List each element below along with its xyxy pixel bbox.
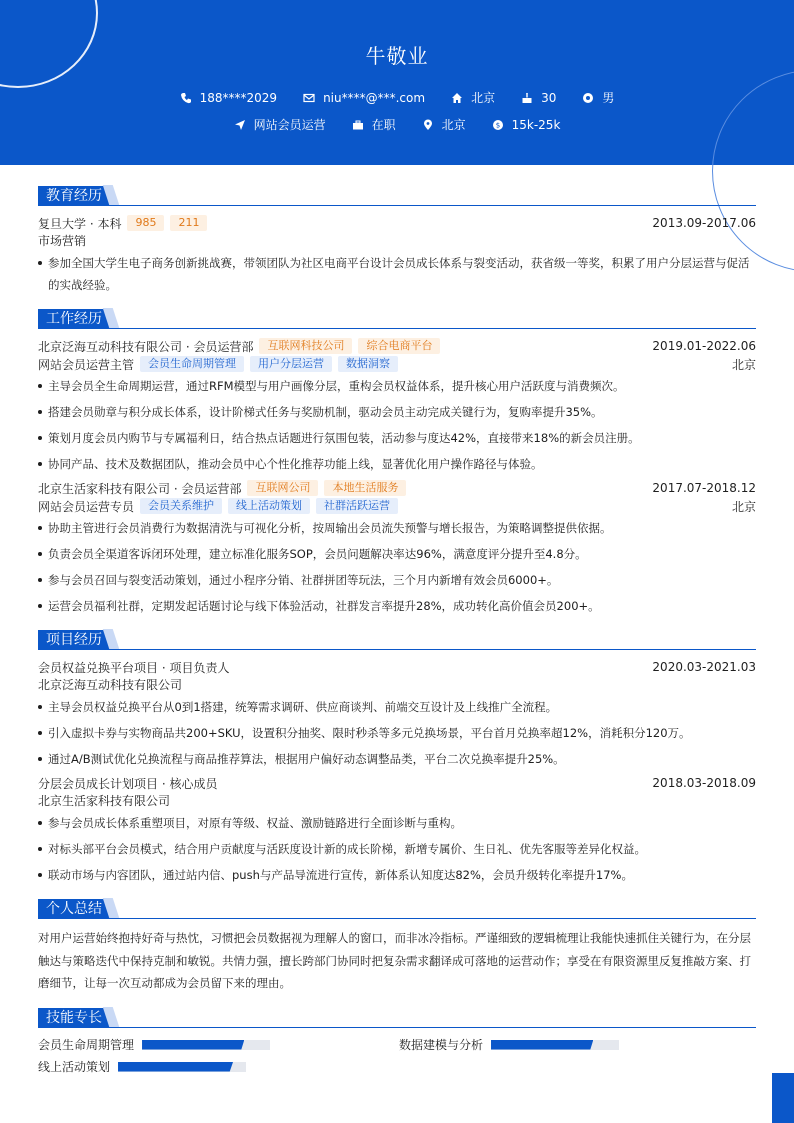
skill-level-fill <box>118 1062 233 1072</box>
project-entry <box>38 774 756 886</box>
send-icon <box>234 119 246 131</box>
job-city: 北京 <box>731 357 756 372</box>
svg-text:$: $ <box>495 121 500 129</box>
project-section <box>38 629 756 886</box>
role-tag: 社群活跃运营 <box>316 498 398 514</box>
role-tag: 用户分层运营 <box>250 356 332 372</box>
cake-icon <box>521 92 533 104</box>
job-date: 2019.01-2022.06 <box>652 339 756 353</box>
skill-name: 线上活动策划 <box>38 1060 111 1074</box>
candidate-name: 牛敬业 <box>365 44 429 68</box>
skill-level-fill <box>142 1040 244 1050</box>
info-item <box>422 116 466 133</box>
school-tag: 985 <box>127 215 164 231</box>
summary-text: 对用户运营始终抱持好奇与热忱，习惯把会员数据视为理解人的窗口，而非冰冷指标。严谨细致的逻辑梳理让我能快速抓住关键行为，在分层触达与策略迭代中保持克制和敏锐。共情力强，擅长跨部门协同时把复杂需求翻译成可落地的运营动作；享受在有限资源里反复推敲方案、打磨细节，让每一次互动都成为会员留下来的理由。 <box>38 931 751 990</box>
info-item <box>582 89 614 106</box>
project-entry <box>38 658 756 770</box>
summary-section <box>38 898 756 995</box>
job-role: 网站会员运营专员 <box>38 499 135 514</box>
section-title: 教育经历 <box>38 185 756 206</box>
skill-level-bar <box>491 1040 619 1050</box>
project-date: 2018.03-2018.09 <box>652 776 756 790</box>
list-item: 参与会员成长体系重塑项目，对原有等级、权益、激励链路进行全面诊断与重构。 <box>38 812 756 834</box>
info-text: 男 <box>602 91 615 105</box>
skill-level-bar <box>142 1040 270 1050</box>
project-name: 分层会员成长计划项目 · 核心成员 <box>38 776 218 791</box>
gender-icon <box>582 92 594 104</box>
briefcase-icon <box>352 119 364 131</box>
list-item: 引入虚拟卡券与实物商品共200+SKU，设置积分抽奖、限时秒杀等多元兑换场景，平台首月兑换率超12%，消耗积分120万。 <box>38 722 756 744</box>
location-icon <box>422 119 434 131</box>
info-text: niu****@***.com <box>323 90 426 105</box>
role-tag: 数据洞察 <box>338 356 398 372</box>
list-item: 搭建会员勋章与积分成长体系，设计阶梯式任务与奖励机制，驱动会员主动完成关键行为，复购率提升35%。 <box>38 401 756 423</box>
skill-item <box>38 1036 399 1054</box>
resume-header <box>0 0 794 165</box>
company-name: 北京生活家科技有限公司 · 会员运营部 <box>38 481 242 496</box>
skill-item <box>399 1036 756 1054</box>
education-bullets <box>38 252 756 296</box>
skill-level-bar <box>118 1062 246 1072</box>
skills-section <box>38 1007 756 1076</box>
job-entry <box>38 337 756 475</box>
school-tag: 211 <box>170 215 207 231</box>
contact-info-row <box>0 89 794 106</box>
company-tag: 综合电商平台 <box>358 338 440 354</box>
job-city: 北京 <box>731 499 756 514</box>
role-tag: 会员生命周期管理 <box>140 356 244 372</box>
section-title: 项目经历 <box>38 629 756 650</box>
list-item: 协助主管进行会员消费行为数据清洗与可视化分析，按周输出会员流失预警与增长报告，为策略调整提供依据。 <box>38 517 756 539</box>
company-name: 北京泛海互动科技有限公司 · 会员运营部 <box>38 339 254 354</box>
phone-icon <box>180 92 192 104</box>
work-section <box>38 308 756 617</box>
money-icon <box>492 119 504 131</box>
education-section <box>38 185 756 296</box>
list-item: 协同产品、技术及数据团队，推动会员中心个性化推荐功能上线，显著优化用户操作路径与体验。 <box>38 453 756 475</box>
skill-name: 会员生命周期管理 <box>38 1038 135 1052</box>
info-item <box>352 116 396 133</box>
company-tag: 互联网科技公司 <box>259 338 352 354</box>
job-intent-row <box>0 116 794 133</box>
info-text: 北京 <box>471 91 496 105</box>
info-item <box>451 89 495 106</box>
info-text: 30 <box>541 90 557 105</box>
project-company: 北京泛海互动科技有限公司 <box>38 678 183 692</box>
info-text: 188****2029 <box>199 90 278 105</box>
info-text: 网站会员运营 <box>253 118 326 132</box>
mail-icon <box>303 92 315 104</box>
job-entry <box>38 479 756 617</box>
section-title: 个人总结 <box>38 898 756 919</box>
info-item <box>303 89 425 106</box>
info-item <box>521 89 556 106</box>
info-text: 15k-25k <box>511 117 561 132</box>
list-item: 对标头部平台会员模式，结合用户贡献度与活跃度设计新的成长阶梯，新增专属价、生日礼、优先客服等差异化权益。 <box>38 838 756 860</box>
info-item <box>234 116 326 133</box>
job-role: 网站会员运营主管 <box>38 357 135 372</box>
company-tag: 互联网公司 <box>247 480 318 496</box>
skill-level-fill <box>491 1040 593 1050</box>
list-item: 通过A/B测试优化兑换流程与商品推荐算法，根据用户偏好动态调整品类，平台二次兑换率提升25%。 <box>38 748 756 770</box>
skill-item <box>38 1058 399 1076</box>
project-company: 北京生活家科技有限公司 <box>38 794 171 808</box>
info-item <box>492 116 561 133</box>
project-name: 会员权益兑换平台项目 · 项目负责人 <box>38 660 230 675</box>
project-date: 2020.03-2021.03 <box>652 660 756 674</box>
list-item: 参加全国大学生电子商务创新挑战赛，带领团队为社区电商平台设计会员成长体系与裂变活动，获省级一等奖，积累了用户分层运营与促活的实战经验。 <box>38 252 756 296</box>
skills-list <box>38 1036 756 1076</box>
info-text: 在职 <box>371 118 396 132</box>
decorative-bar <box>772 1073 794 1123</box>
list-item: 参与会员召回与裂变活动策划，通过小程序分销、社群拼团等玩法，三个月内新增有效会员6000+。 <box>38 569 756 591</box>
list-item: 联动市场与内容团队，通过站内信、push与产品导流进行宣传，新体系认知度达82%，会员升级转化率提升17%。 <box>38 864 756 886</box>
list-item: 负责会员全渠道客诉闭环处理，建立标准化服务SOP，会员问题解决率达96%，满意度评分提升至4.8分。 <box>38 543 756 565</box>
info-text: 北京 <box>441 118 466 132</box>
home-icon <box>451 92 463 104</box>
skill-name: 数据建模与分析 <box>399 1038 484 1052</box>
job-date: 2017.07-2018.12 <box>652 481 756 495</box>
resume-body <box>38 185 756 1088</box>
role-tag: 会员关系维护 <box>140 498 222 514</box>
section-title: 工作经历 <box>38 308 756 329</box>
list-item: 主导会员权益兑换平台从0到1搭建，统筹需求调研、供应商谈判、前端交互设计及上线推广全流程。 <box>38 696 756 718</box>
info-item <box>180 89 277 106</box>
company-tag: 本地生活服务 <box>324 480 406 496</box>
list-item: 策划月度会员内购节与专属福利日，结合热点话题进行氛围包装，活动参与度达42%，直接带来18%的新会员注册。 <box>38 427 756 449</box>
role-tag: 线上活动策划 <box>228 498 310 514</box>
list-item: 主导会员全生命周期运营，通过RFM模型与用户画像分层，重构会员权益体系，提升核心用户活跃度与消费频次。 <box>38 375 756 397</box>
list-item: 运营会员福利社群，定期发起话题讨论与线下体验活动，社群发言率提升28%，成功转化高价值会员200+。 <box>38 595 756 617</box>
school-name: 复旦大学 · 本科 <box>38 216 122 231</box>
major: 市场营销 <box>38 234 87 248</box>
section-title: 技能专长 <box>38 1007 756 1028</box>
education-date: 2013.09-2017.06 <box>652 216 756 230</box>
